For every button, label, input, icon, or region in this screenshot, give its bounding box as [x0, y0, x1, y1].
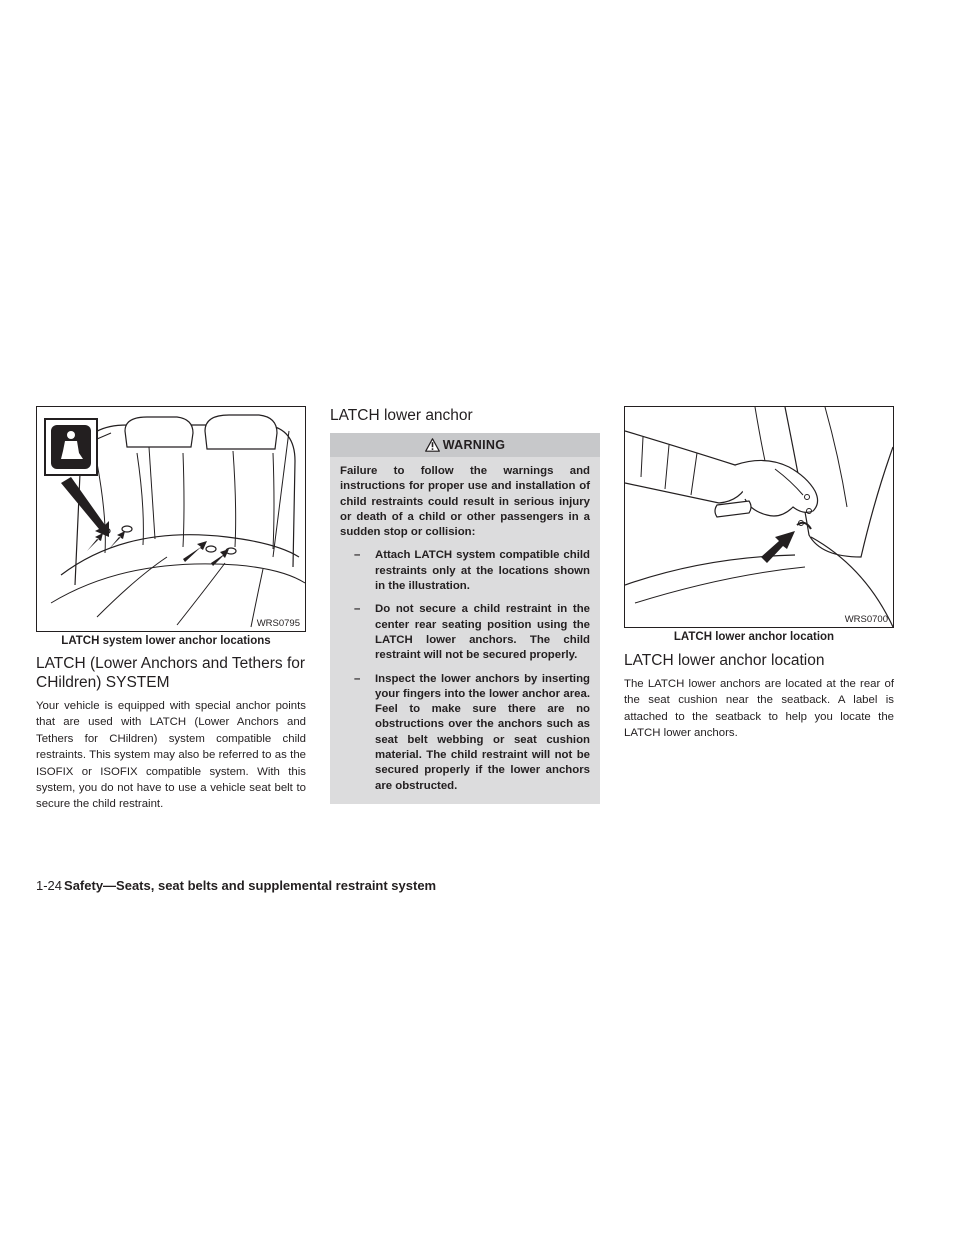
middle-column [330, 406, 600, 804]
figure-caption: LATCH lower anchor location [673, 631, 835, 643]
left-column [36, 406, 306, 813]
right-column [624, 406, 894, 742]
figure-code: WRS0795 [256, 618, 300, 629]
hand-anchor-illustration [625, 407, 893, 627]
warning-box [330, 433, 600, 804]
warning-triangle-icon [425, 438, 440, 452]
figure-code: WRS0700 [844, 614, 888, 625]
warning-item: – Inspect the lower anchors by inserting your fingers into the lower anchor area. Feel to make sure there are no obstructions over the anchors such as seat belt webbing or seat cushion material. The child restraint will not be secured properly if the lower anchors are obstructed. [354, 672, 590, 792]
page-number: 1-24 [36, 878, 63, 893]
warning-item: – Do not secure a child restraint in the center rear seating position using the LATCH lower anchors. The child restraint will not be secured properly. [354, 603, 590, 662]
warning-list [330, 548, 600, 793]
page-footer [36, 878, 436, 893]
figure-caption: LATCH system lower anchor locations [61, 635, 271, 647]
rear-seat-illustration [37, 407, 305, 631]
warning-item: – Attach LATCH system compatible child restraints only at the locations shown in the illustration. [354, 549, 590, 593]
body-paragraph: The LATCH lower anchors are located at the rear of the seat cushion near the seatback. A label is attached to the seatback to help you locate the LATCH lower anchors. [624, 678, 894, 740]
warning-title: WARNING [442, 438, 506, 452]
figure-latch-lower-anchor-location [624, 406, 894, 628]
section-heading: LATCH (Lower Anchors and Tethers for CHildren) SYSTEM [36, 655, 306, 691]
section-title: Safety—Seats, seat belts and supplemental restraint system [64, 878, 437, 893]
figure-latch-system-anchor-locations [36, 406, 306, 632]
body-paragraph: Your vehicle is equipped with special anchor points that are used with LATCH (Lower Anchors and Tethers for CHildren) system compatible child restraints. This system may also be referred to as the ISOFIX or ISOFIX compatible system. With this system, you do not have to use a vehicle seat belt to secure the child restraint. [36, 700, 306, 811]
section-heading: LATCH lower anchor location [624, 652, 825, 669]
warning-intro: Failure to follow the warnings and instructions for proper use and installation of child restraints could result in serious injury or death of a child or other passengers in a sudden stop or collision: [340, 465, 590, 539]
section-heading: LATCH lower anchor [330, 407, 473, 424]
warning-title-bar [330, 433, 600, 457]
